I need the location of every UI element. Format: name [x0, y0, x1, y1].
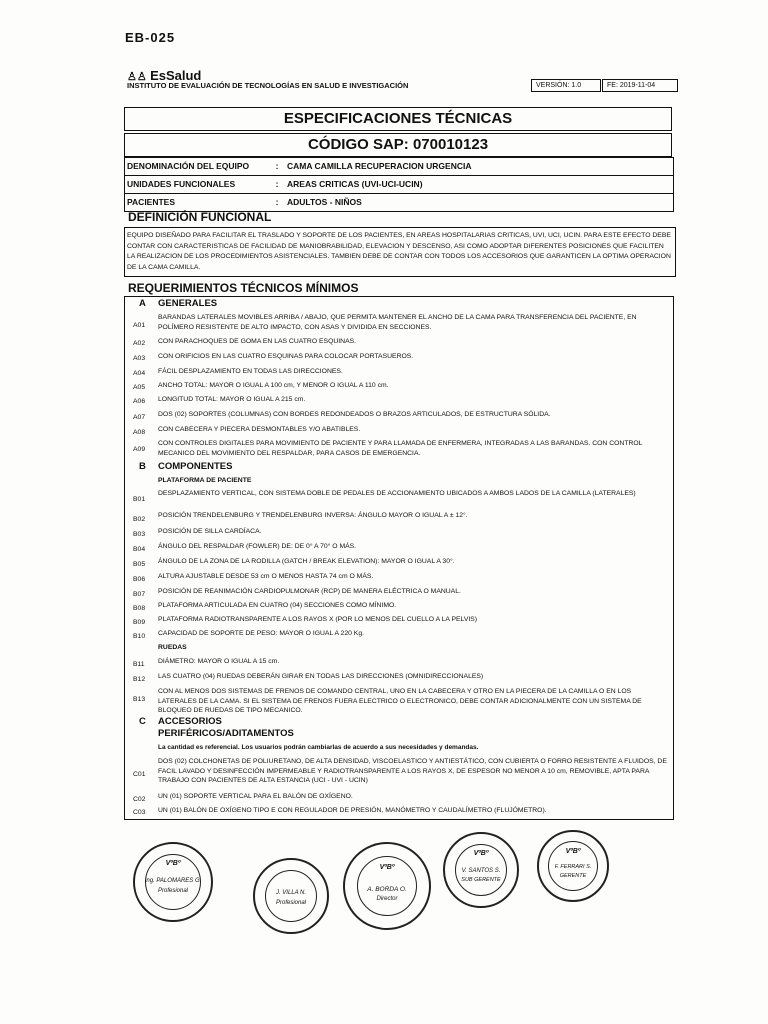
seal-name: A. BORDA O.: [367, 886, 407, 893]
requirement-text: DIÁMETRO: MAYOR O IGUAL A 15 cm.: [158, 658, 280, 665]
seal-name: F. FERRARI S.: [554, 864, 592, 870]
section-title: COMPONENTES: [158, 461, 233, 472]
section-subtitle: PERIFÉRICOS/ADITAMENTOS: [158, 728, 294, 739]
requirements-table: A GENERALES A01 BARANDAS LATERALES MOVIBLES ARRIBA / ABAJO, QUE PERMITA MANTENER EL ANCHO DE LA CAMA PARA TRANSFERENCIA DEL PACIENTE, EN POLÍMERO RESISTENTE DE ALTO IMPACTO, CON ASAS Y DIVIDIDA EN SECCIONES. A02 CON PARACHOQUES DE GOMA EN LAS CUATRO ESQUINAS. A03 CON ORIFICIOS EN LAS CUATRO ESQUINAS PARA COLOCAR PORTASUEROS. A04 FÁCIL DESPLAZAMIENTO EN TODAS LAS DIRECCIONES. A05 ANCHO TOTAL: MAYOR O IGUAL A 100 cm, Y MENOR O IGUAL A 110 cm. A06 LONGITUD TOTAL: MAYOR O IGUAL A 215 cm. A07 DOS (02) SOPORTES (COLUMNAS) CON BORDES REDONDEADOS O BRAZOS ARTICULADOS, DE ESTRUCTURA SÓLIDA. A08 CON CABECERA Y PIECERA DESMONTABLES Y/O ABATIBLES. A09 CON CONTROLES DIGITALES PARA MOVIMIENTO DE PACIENTE Y PARA LLAMADA DE ENFERMERA, INTEGRADAS A LAS BARANDAS. CON CONTROL MECANICO DEL MOVIMIENTO DEL RESPALDAR, PARA CASOS DE EMERGENCIA. B COMPONENTES PLATAFORMA DE PACIENTE B01 DESPLAZAMIENTO VERTICAL, CON SISTEMA DOBLE DE PEDALES DE ACCIONAMIENTO UBICADOS A AMBOS LADOS DE LA CAMILLA (LATERALES) B02 POSICIÓN TRENDELENBURG Y TRENDELENBURG INVERSA: ÁNGULO MAYOR O IGUAL A ± 12°. B03 POSICIÓN DE SILLA CARDÍACA. B04 ÁNGULO DEL RESPALDAR (FOWLER) DE: DE 0° A 70° O MÁS. B05 ÁNGULO DE LA ZONA DE LA RODILLA (GATCH / BREAK ELEVATION): MAYOR O IGUAL A 30°. B06 ALTURA AJUSTABLE DESDE 53 cm O MENOS HASTA 74 cm O MÁS. B07 POSICIÓN DE REANIMACIÓN CARDIOPULMONAR (RCP) DE MANERA ELÉCTRICA O MANUAL. B08 PLATAFORMA ARTICULADA EN CUATRO (04) SECCIONES COMO MÍNIMO. B09 PLATAFORMA RADIOTRANSPARENTE A LOS RAYOS X (POR LO MENOS DEL CUELLO A LA PELVIS) B10 CAPACIDAD DE SOPORTE DE PESO: MAYOR O IGUAL A 220 Kg. RUEDAS B11 DIÁMETRO: MAYOR O IGUAL A 15 cm. B12 LAS CUATRO (04) RUEDAS DEBERÁN GIRAR EN TODAS LAS DIRECCIONES (OMNIDIRECCIONALES) B13 CON AL MENOS DOS SISTEMAS DE FRENOS DE COMANDO CENTRAL, UNO EN LA CABECERA Y OTRO EN LA PIECERA DE LA CAMILLA O EN LOS LATERALES DE LA CAMA. SI EL SISTEMA DE FRENOS FUERA ELECTRICO O ELECTRONICO, DEBE CONTAR ADICIONALMENTE CON UN SISTEMA DE BLOQUEO DE RUEDAS DE TIPO MECANICO. C ACCESORIOS PERIFÉRICOS/ADITAMENTOS La cantidad es referencial. Los usuarios podrán cambiarlas de acuerdo a sus necesidades y demandas. C01 DOS (02) COLCHONETAS DE POLIURETANO, DE ALTA DENSIDAD, VISCOELASTICO Y ANTIESTÁTICO, CON CUBIERTA O FORRO RESISTENTE A FLUIDOS, DE FACIL LAVADO Y DESINFECCIÓN IMPERMEABLE Y RADIOTRANSPARENTE A LOS RAYOS X, DE ESPESOR NO MENOR A 10 cm, REMOVIBLE, APTA PARA TRABAJO CON PACIENTES DE ALTA ESTANCIA (UCI - UVI - UCIN) C02 UN (01) SOPORTE VERTICAL PARA EL BALÓN DE OXÍGENO. C03 UN (01) BALÓN DE OXÍGENO TIPO E CON REGULADOR DE PRESIÓN, MANÓMETRO Y CAUDALÍMETRO (FLUJÓMETRO).: [124, 296, 674, 820]
info-row: DENOMINACIÓN DEL EQUIPO : CAMA CAMILLA RECUPERACION URGENCIA: [125, 158, 673, 176]
seal-name: J. VILLA N.: [275, 890, 307, 896]
requirement-text: LONGITUD TOTAL: MAYOR O IGUAL A 215 cm.: [158, 396, 306, 403]
seal-vb: VºBº: [565, 848, 581, 855]
requirement-text: CON AL MENOS DOS SISTEMAS DE FRENOS DE COMANDO CENTRAL, UNO EN LA CABECERA Y OTRO EN LA PIECERA DE LA CAMILLA O EN LOS LATERALES DE LA CAMA. SI EL SISTEMA DE FRENOS FUERA ELECTRICO O ELECTRONICO, DEBE CONTAR ADICIONALMENTE CON UN SISTEMA DE BLOQUEO DE RUEDAS DE TIPO MECANICO.: [158, 688, 642, 714]
info-key: PACIENTES: [127, 197, 176, 207]
definition-text: EQUIPO DISEÑADO PARA FACILITAR EL TRASLADO Y SOPORTE DE LOS PACIENTES, EN AREAS HOSPITALARIAS CRITICAS, UVI, UCI, UCIN. PARA ESTE EFECTO DEBE CONTAR CON CARACTERISTICAS DE FACILIDAD DE MANIOBRABILIDAD, ELEVACION Y DESCENSO, ASI COMO ADOPTAR DIFERENTES POSICIONES QUE FACILITEN LA REALIZACION DE LOS PROCEDIMIENTOS ASISTENCIALES. TAMBIEN DEBE DE CONTAR CON TODOS LOS ACCESORIOS QUE GARANTICEN LA OPTIMA OPERACION DE LA CAMA CAMILLA.: [124, 227, 676, 277]
definition-heading: DEFINICIÓN FUNCIONAL: [128, 210, 272, 224]
requirement-text: UN (01) BALÓN DE OXÍGENO TIPO E CON REGULADOR DE PRESIÓN, MANÓMETRO Y CAUDALÍMETRO (FLUJÓMETRO).: [158, 807, 547, 814]
seal-stamp: [343, 842, 431, 930]
info-key: DENOMINACIÓN DEL EQUIPO: [127, 161, 250, 171]
info-row: PACIENTES : ADULTOS - NIÑOS: [125, 194, 673, 211]
section-letter: C: [139, 716, 146, 727]
info-key: UNIDADES FUNCIONALES: [127, 179, 236, 189]
section-title: GENERALES: [158, 298, 218, 309]
seal-stamp: [443, 832, 519, 908]
page-title: ESPECIFICACIONES TÉCNICAS: [124, 107, 672, 131]
requirement-text: LAS CUATRO (04) RUEDAS DEBERÁN GIRAR EN TODAS LAS DIRECCIONES (OMNIDIRECCIONALES): [158, 673, 484, 680]
section-title: ACCESORIOS: [158, 716, 222, 727]
quantity-note: La cantidad es referencial. Los usuarios podrán cambiarlas de acuerdo a sus necesidades y demandas.: [158, 744, 479, 751]
seal-stamp: [253, 858, 329, 934]
institute-name: INSTITUTO DE EVALUACIÓN DE TECNOLOGÍAS EN SALUD E INVESTIGACIÓN: [127, 81, 409, 90]
approval-seals: [125, 830, 685, 940]
requirement-text: FÁCIL DESPLAZAMIENTO EN TODAS LAS DIRECCIONES.: [158, 368, 343, 375]
seal-role: GERENTE: [559, 873, 587, 879]
brand-name: EsSalud: [150, 68, 202, 83]
seal-vb: VºBº: [165, 860, 181, 867]
seal-vb: VºBº: [473, 850, 489, 857]
people-icon: ♙♙: [127, 71, 147, 83]
seal-vb: VºBº: [379, 864, 395, 871]
version-box: VERSIÓN: 1.0: [531, 79, 601, 92]
subsection-title: PLATAFORMA DE PACIENTE: [158, 477, 252, 484]
requirement-text: BARANDAS LATERALES MOVIBLES ARRIBA / ABAJO, QUE PERMITA MANTENER EL ANCHO DE LA CAMA PARA TRANSFERENCIA DEL PACIENTE, EN POLÍMERO RESISTENTE DE ALTO IMPACTO, CON ASAS Y DIVIDIDA EN SECCIONES.: [158, 314, 637, 331]
info-row: UNIDADES FUNCIONALES : AREAS CRITICAS (UVI-UCI-UCIN): [125, 176, 673, 194]
seal-role: Director: [376, 896, 398, 902]
essalud-logo: [127, 68, 408, 90]
requirement-text: PLATAFORMA RADIOTRANSPARENTE A LOS RAYOS X (POR LO MENOS DEL CUELLO A LA PELVIS): [158, 616, 478, 623]
requirement-text: CAPACIDAD DE SOPORTE DE PESO: MAYOR O IGUAL A 220 Kg.: [158, 630, 364, 637]
requirement-text: ANCHO TOTAL: MAYOR O IGUAL A 100 cm, Y MENOR O IGUAL A 110 cm.: [158, 382, 389, 389]
info-value: AREAS CRITICAS (UVI-UCI-UCIN): [287, 179, 423, 189]
seal-name: V. SANTOS S.: [461, 868, 501, 874]
info-value: ADULTOS - NIÑOS: [287, 197, 362, 207]
section-letter: B: [139, 461, 146, 472]
requirement-text: ÁNGULO DE LA ZONA DE LA RODILLA (GATCH / BREAK ELEVATION): MAYOR O IGUAL A 30°.: [158, 558, 455, 565]
requirements-heading: REQUERIMIENTOS TÉCNICOS MÍNIMOS: [128, 281, 359, 295]
seal-role: Profesional: [157, 888, 189, 894]
seal-role: Profesional: [275, 900, 307, 906]
seal-role: SUB GERENTE: [461, 877, 501, 883]
seal-stamp: [133, 842, 213, 922]
requirement-text: DOS (02) SOPORTES (COLUMNAS) CON BORDES REDONDEADOS O BRAZOS ARTICULADOS, DE ESTRUCTURA SÓLIDA.: [158, 411, 551, 418]
info-value: CAMA CAMILLA RECUPERACION URGENCIA: [287, 161, 472, 171]
equipment-info-table: [124, 157, 674, 212]
requirement-text: PLATAFORMA ARTICULADA EN CUATRO (04) SECCIONES COMO MÍNIMO.: [158, 602, 397, 609]
document-code: EB-025: [125, 30, 176, 45]
requirement-text: CON ORIFICIOS EN LAS CUATRO ESQUINAS PARA COLOCAR PORTASUEROS.: [158, 353, 414, 360]
requirement-text: CON CABECERA Y PIECERA DESMONTABLES Y/O ABATIBLES.: [158, 426, 361, 433]
requirement-text: POSICIÓN DE REANIMACIÓN CARDIOPULMONAR (RCP) DE MANERA ELÉCTRICA O MANUAL.: [158, 588, 461, 595]
requirement-text: ALTURA AJUSTABLE DESDE 53 cm O MENOS HASTA 74 cm O MÁS.: [158, 573, 374, 580]
subsection-title: RUEDAS: [158, 644, 187, 651]
requirement-text: ÁNGULO DEL RESPALDAR (FOWLER) DE: DE 0° A 70° O MÁS.: [158, 543, 357, 550]
requirement-text: CON CONTROLES DIGITALES PARA MOVIMIENTO DE PACIENTE Y PARA LLAMADA DE ENFERMERA, INTEGRADAS A LAS BARANDAS. CON CONTROL MECANICO DEL MOVIMIENTO DEL RESPALDAR, PARA CASOS DE EMERGENCIA.: [158, 440, 643, 457]
requirement-text: DESPLAZAMIENTO VERTICAL, CON SISTEMA DOBLE DE PEDALES DE ACCIONAMIENTO UBICADOS A AMBOS LADOS DE LA CAMILLA (LATERALES): [158, 490, 636, 497]
seal-stamp: [537, 830, 609, 902]
requirement-text: POSICIÓN TRENDELENBURG Y TRENDELENBURG INVERSA: ÁNGULO MAYOR O IGUAL A ± 12°.: [158, 512, 468, 519]
sap-code: CÓDIGO SAP: 070010123: [124, 133, 672, 157]
section-letter: A: [139, 298, 146, 309]
seal-name: Ing. PALOMARES G.: [144, 878, 202, 884]
date-box: FE: 2019-11-04: [602, 79, 678, 92]
requirement-text: POSICIÓN DE SILLA CARDÍACA.: [158, 528, 262, 535]
requirement-text: DOS (02) COLCHONETAS DE POLIURETANO, DE ALTA DENSIDAD, VISCOELASTICO Y ANTIESTÁTICO, CON CUBIERTA O FORRO RESISTENTE A FLUIDOS, DE FACIL LAVADO Y DESINFECCIÓN IMPERMEABLE Y RADIOTRANSPARENTE A LOS RAYOS X, DE ESPESOR NO MENOR A 10 cm, REMOVIBLE, APTA PARA TRABAJO CON PACIENTES DE ALTA ESTANCIA (UCI - UVI - UCIN): [158, 758, 667, 784]
requirement-text: UN (01) SOPORTE VERTICAL PARA EL BALÓN DE OXÍGENO.: [158, 793, 353, 800]
requirement-text: CON PARACHOQUES DE GOMA EN LAS CUATRO ESQUINAS.: [158, 338, 357, 345]
